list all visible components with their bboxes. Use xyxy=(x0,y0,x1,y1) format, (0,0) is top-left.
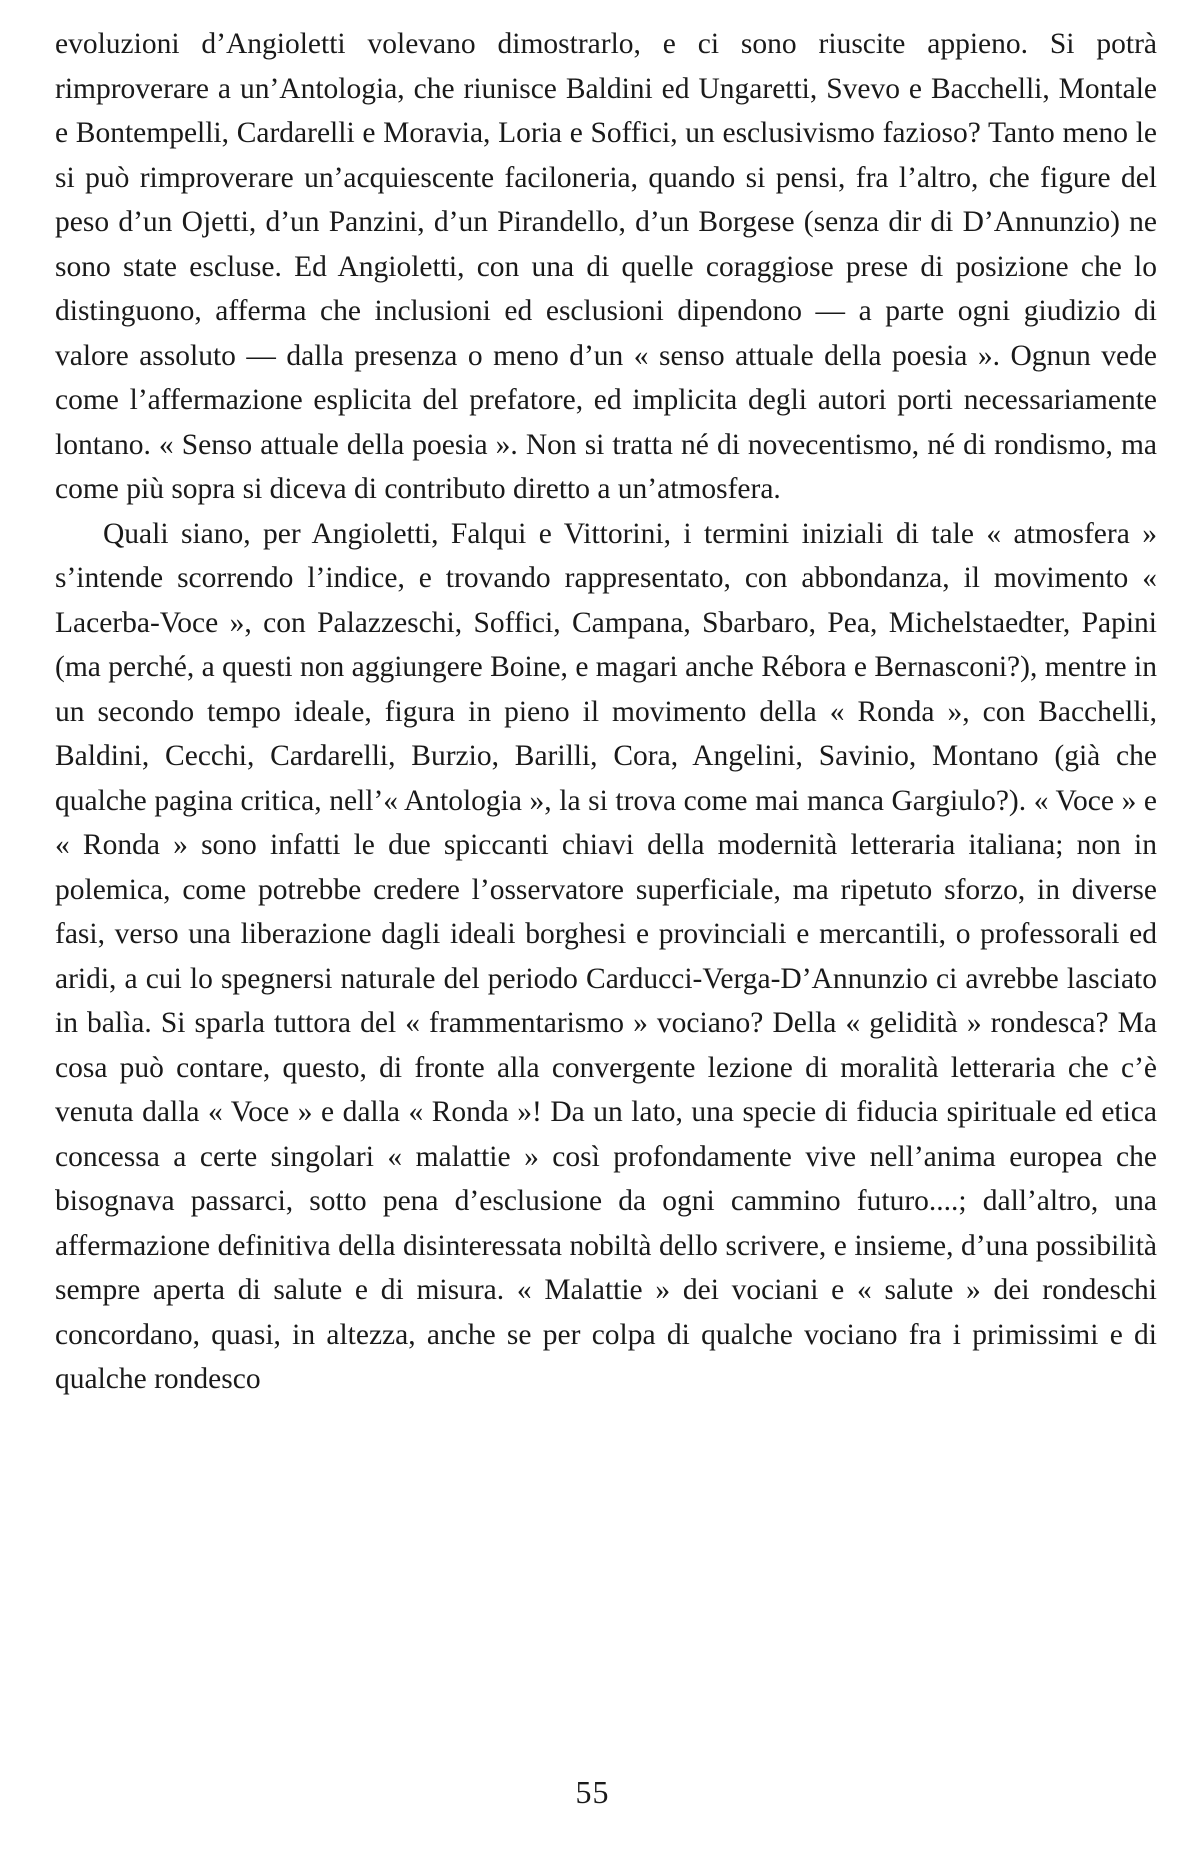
paragraph-1: evoluzioni d’Angioletti volevano dimostrarlo, e ci sono riuscite appieno. Si potrà rimproverare a un’Antologia, che riunisce Baldini ed Ungaretti, Svevo e Bacchelli, Montale e Bontempelli, Cardarelli e Moravia, Loria e Soffici, un esclusivismo fazioso? Tanto meno le si può rimproverare un’acquiescente faciloneria, quando si pensi, fra l’altro, che figure del peso d’un Ojetti, d’un Panzini, d’un Pirandello, d’un Borgese (senza dir di D’Annunzio) ne sono state escluse. Ed Angioletti, con una di quelle coraggiose prese di posizione che lo distinguono, afferma che inclusioni ed esclusioni dipendono — a parte ogni giudizio di valore assoluto — dalla presenza o meno d’un « senso attuale della poesia ». Ognun vede come l’affermazione esplicita del prefatore, ed implicita degli autori porti necessariamente lontano. « Senso attuale della poesia ». Non si tratta né di novecentismo, né di rondismo, ma come più sopra si diceva di contributo diretto a un’atmosfera. xyxy=(55,28,1157,505)
page-number: 55 xyxy=(575,1774,610,1810)
body-text xyxy=(55,22,1157,1402)
paragraph-2: Quali siano, per Angioletti, Falqui e Vittorini, i termini iniziali di tale « atmosfera » s’intende scorrendo l’indice, e trovando rappresentato, con abbondanza, il movimento « Lacerba-Voce », con Palazzeschi, Soffici, Campana, Sbarbaro, Pea, Michelstaedter, Papini (ma perché, a questi non aggiungere Boine, e magari anche Rébora e Bernasconi?), mentre in un secondo tempo ideale, figura in pieno il movimento della « Ronda », con Bacchelli, Baldini, Cecchi, Cardarelli, Burzio, Barilli, Cora, Angelini, Savinio, Montano (già che qualche pagina critica, nell’« Antologia », la si trova come mai manca Gargiulo?). « Voce » e « Ronda » sono infatti le due spiccanti chiavi della modernità letteraria italiana; non in polemica, come potrebbe credere l’osservatore superficiale, ma ripetuto sforzo, in diverse fasi, verso una liberazione dagli ideali borghesi e provinciali e mercantili, o professorali ed aridi, a cui lo spegnersi naturale del periodo Carducci-Verga-D’Annunzio ci avrebbe lasciato in balìa. Si sparla tuttora del « frammentarismo » vociano? Della « gelidità » rondesca? Ma cosa può contare, questo, di fronte alla convergente lezione di moralità letteraria che c’è venuta dalla « Voce » e dalla « Ronda »! Da un lato, una specie di fiducia spirituale ed etica concessa a certe singolari « malattie » così profondamente vive nell’anima europea che bisognava passarci, sotto pena d’esclusione da ogni cammino futuro....; dall’altro, una affermazione definitiva della disinteressata nobiltà dello scrivere, e insieme, d’una possibilità sempre aperta di salute e di misura. « Malattie » dei vociani e « salute » dei rondeschi concordano, quasi, in altezza, anche se per colpa di qualche vociano fra i primissimi e di qualche rondesco xyxy=(55,517,1157,1395)
